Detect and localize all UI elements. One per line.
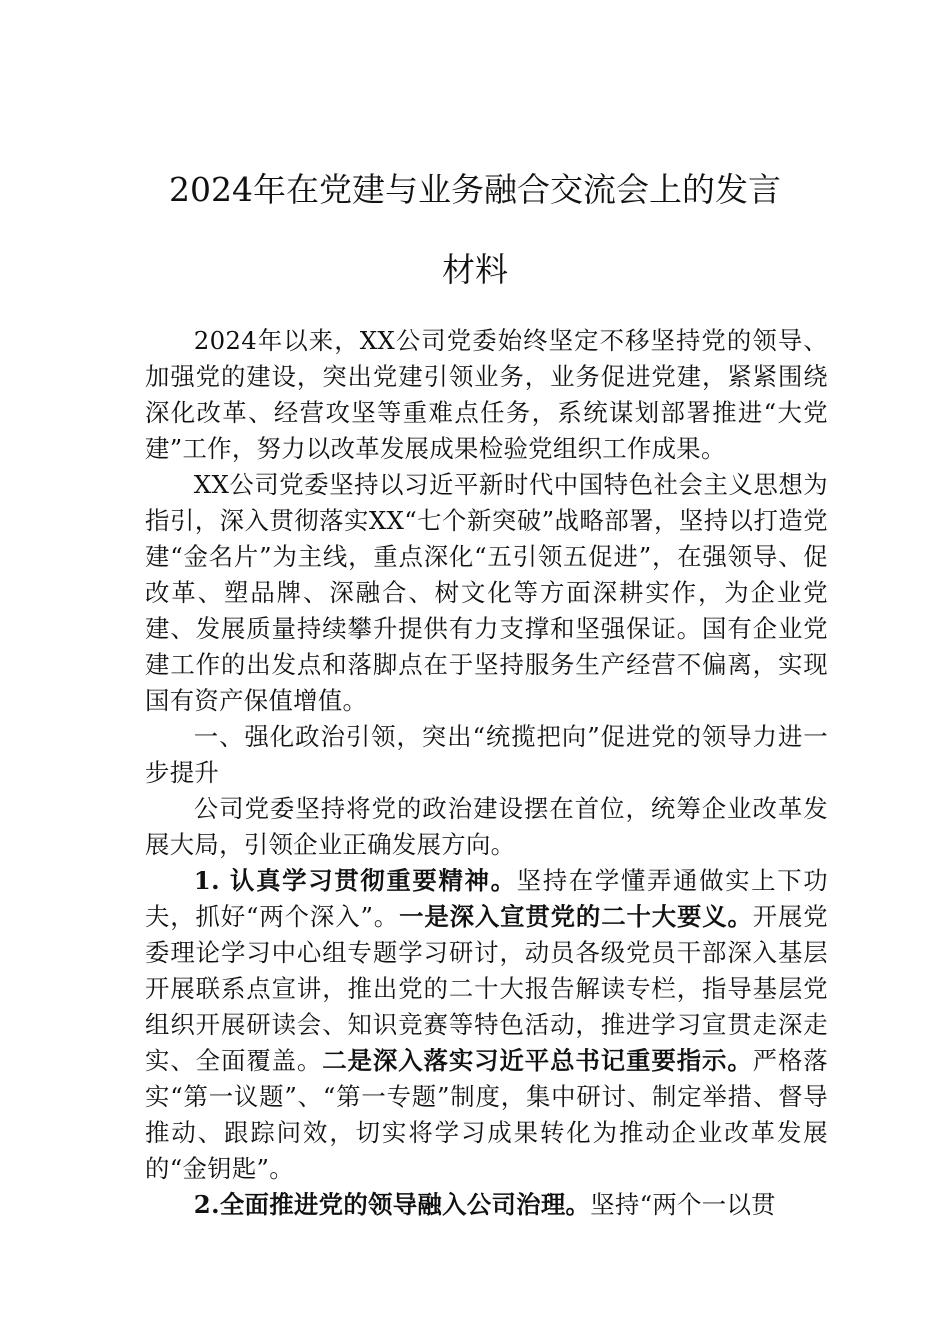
item-1-point-1-text: 开展党委理论学习中心组专题学习研讨，动员各级党员干部深入基层开展联系点宣讲，推出党的二十大报告解读专栏，指导基层党组织开展研读会、知识竞赛等特色活动，推进学习宣贯走深走实、全面覆盖。	[145, 902, 829, 1075]
item-2-heading: 2.全面推进党的领导融入公司治理。	[193, 1190, 591, 1219]
title-line-1: 2024年在党建与业务融合交流会上的发言	[169, 170, 781, 209]
paragraph-intro: 2024年以来，XX公司党委始终坚定不移坚持党的领导、加强党的建设，突出党建引领业务，业务促进党建，紧紧围绕深化改革、经营攻坚等重难点任务，系统谋划部署推进“大党建”工作，努力以改革发展成果检验党组织工作成果。	[145, 326, 828, 463]
document-body	[145, 323, 828, 1223]
document-title	[120, 150, 830, 310]
item-1-point-1: 一是深入宣贯党的二十大要义。	[399, 902, 753, 931]
title-line-2: 材料	[442, 250, 508, 289]
item-1-point-2-text: 严格落实“第一议题”、“第一专题”制度，集中研讨、制定举措、督导推动、跟踪问效，切实将学习成果转化为推动企业改革发展的“金钥匙”。	[145, 1046, 828, 1183]
section-heading-1: 一、强化政治引领，突出“统揽把向”促进党的领导力进一步提升	[145, 722, 828, 787]
paragraph-item-2	[145, 1187, 828, 1223]
paragraph-guidance: XX公司党委坚持以习近平新时代中国特色社会主义思想为指引，深入贯彻落实XX“七个新突破”战略部署，坚持以打造党建“金名片”为主线，重点深化“五引领五促进”，在强领导、促改革、塑品牌、深融合、树文化等方面深耕实作，为企业党建、发展质量持续攀升提供有力支撑和坚强保证。国有企业党建工作的出发点和落脚点在于坚持服务生产经营不偏离，实现国有资产保值增值。	[145, 470, 828, 715]
paragraph-section-intro: 公司党委坚持将党的政治建设摆在首位，统筹企业改革发展大局，引领企业正确发展方向。	[145, 794, 828, 859]
item-1-heading: 1. 认真学习贯彻重要精神。	[193, 866, 517, 895]
item-2-text: 坚持“两个一以贯	[590, 1190, 776, 1219]
paragraph-item-1	[145, 863, 828, 1187]
item-1-text: 坚持在学懂弄通做实上下功夫，抓好“两个深入”。	[145, 866, 829, 931]
item-1-point-2: 二是深入落实习近平总书记重要指示。	[322, 1046, 753, 1075]
